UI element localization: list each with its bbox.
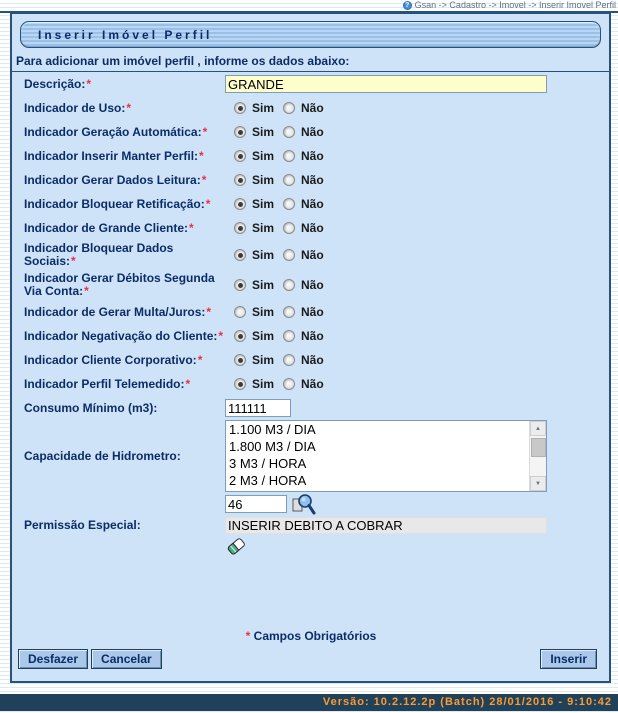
radio-sim-label: Sim — [252, 173, 275, 187]
indicator-label: Indicador Inserir Manter Perfil: — [24, 148, 199, 163]
radio-sim[interactable] — [234, 354, 246, 366]
capacidade-hidrometro-label: Capacidade de Hidrometro: — [24, 448, 181, 463]
version-text: Versão: 10.2.12.2p (Batch) 28/01/2016 - 9:10:42 — [322, 696, 612, 708]
inserir-button[interactable]: Inserir — [540, 649, 597, 669]
radio-sim[interactable] — [234, 249, 246, 261]
radio-sim[interactable] — [234, 330, 246, 342]
radio-nao-label: Não — [301, 305, 324, 319]
field-row-indicador-gerar-multa-juros — [12, 300, 609, 324]
radio-sim[interactable] — [234, 126, 246, 138]
radio-nao-label: Não — [301, 173, 324, 187]
scroll-down-icon[interactable]: ▼ — [530, 476, 546, 491]
required-asterisk: * — [84, 284, 89, 298]
radio-nao[interactable] — [283, 354, 295, 366]
indicator-label: Indicador Bloquear Retificação: — [24, 196, 205, 211]
action-bar — [12, 649, 609, 669]
radio-sim[interactable] — [234, 198, 246, 210]
field-row-permissao-especial — [12, 492, 609, 558]
radio-nao-label: Não — [301, 125, 324, 139]
field-row-indicador-bloquear-dados-sociais — [12, 240, 609, 270]
required-asterisk: * — [201, 172, 207, 187]
radio-sim-label: Sim — [252, 329, 275, 343]
listbox-option[interactable]: 3 M3 / HORA — [229, 456, 307, 471]
radio-nao-label: Não — [301, 278, 324, 292]
radio-sim[interactable] — [234, 378, 246, 390]
required-asterisk: * — [86, 76, 92, 91]
field-row-consumo-minimo — [12, 396, 609, 420]
required-asterisk: * — [202, 124, 208, 139]
required-asterisk: * — [197, 352, 203, 367]
eraser-icon[interactable] — [227, 536, 246, 556]
required-asterisk: * — [126, 100, 132, 115]
radio-nao-label: Não — [301, 248, 324, 262]
descricao-input[interactable] — [225, 75, 547, 93]
cancelar-button[interactable]: Cancelar — [91, 649, 162, 669]
field-row-indicador-gerar-debitos-segunda-via — [12, 270, 609, 300]
indicator-label: Indicador Bloquear Dados Sociais: — [24, 241, 174, 268]
required-asterisk: * — [185, 376, 191, 391]
consumo-minimo-label: Consumo Mínimo (m3): — [24, 400, 158, 415]
required-asterisk: * — [205, 196, 211, 211]
radio-nao-label: Não — [301, 149, 324, 163]
footer-gap — [0, 683, 618, 694]
indicator-label: Indicador de Uso: — [24, 100, 126, 115]
required-fields-note — [12, 629, 609, 649]
field-row-indicador-cliente-corporativo — [12, 348, 609, 372]
radio-sim-label: Sim — [252, 197, 275, 211]
radio-sim-label: Sim — [252, 221, 275, 235]
permissao-especial-description: INSERIR DEBITO A COBRAR — [225, 517, 547, 534]
required-asterisk: * — [189, 220, 194, 235]
indicator-label: Indicador Perfil Telemedido: — [24, 376, 185, 391]
field-row-capacidade-hidrometro — [12, 420, 609, 492]
indicator-label: Indicador Cliente Corporativo: — [24, 352, 197, 367]
radio-sim-label: Sim — [252, 101, 275, 115]
listbox-scrollbar[interactable] — [529, 421, 546, 491]
indicator-label: Indicador Geração Automática: — [24, 124, 202, 139]
radio-nao-label: Não — [301, 197, 324, 211]
radio-sim-label: Sim — [252, 278, 275, 292]
descricao-label: Descrição: — [24, 76, 86, 91]
breadcrumb-bar — [0, 0, 618, 13]
radio-sim-label: Sim — [252, 125, 275, 139]
page-title-box — [20, 21, 601, 48]
indicator-label: Indicador Gerar Dados Leitura: — [24, 172, 201, 187]
required-asterisk: * — [218, 328, 224, 343]
consumo-minimo-input[interactable] — [225, 399, 291, 417]
listbox-option[interactable]: 2 M3 / HORA — [229, 473, 307, 488]
field-row-indicador-perfil-telemedido — [12, 372, 609, 396]
radio-sim[interactable] — [234, 174, 246, 186]
radio-sim[interactable] — [234, 279, 246, 291]
indicator-label: Indicador Negativação do Cliente: — [24, 328, 218, 343]
field-row-indicador-bloquear-retificacao — [12, 192, 609, 216]
radio-sim[interactable] — [234, 150, 246, 162]
radio-nao-label: Não — [301, 377, 324, 391]
form-panel — [10, 13, 611, 683]
radio-nao[interactable] — [283, 306, 295, 318]
radio-nao[interactable] — [283, 378, 295, 390]
required-note-text: Campos Obrigatórios — [253, 629, 377, 643]
required-asterisk: * — [199, 148, 204, 163]
radio-sim[interactable] — [234, 102, 246, 114]
indicator-label: Indicador Gerar Débitos Segunda Via Conta: — [24, 271, 215, 298]
help-icon[interactable]: ? — [403, 1, 412, 10]
radio-nao[interactable] — [283, 222, 295, 234]
radio-nao[interactable] — [283, 249, 295, 261]
indicator-label: Indicador de Grande Cliente: — [24, 220, 189, 235]
search-icon[interactable] — [291, 493, 316, 516]
breadcrumb[interactable] — [403, 0, 616, 11]
radio-nao[interactable] — [283, 150, 295, 162]
radio-sim-label: Sim — [252, 353, 275, 367]
scrollbar-thumb[interactable] — [531, 438, 546, 457]
radio-nao[interactable] — [283, 102, 295, 114]
radio-nao-label: Não — [301, 353, 324, 367]
listbox-option[interactable]: 1.800 M3 / DIA — [229, 439, 316, 454]
required-asterisk: * — [245, 629, 251, 643]
radio-nao[interactable] — [283, 330, 295, 342]
field-row-indicador-geracao-automatica — [12, 120, 609, 144]
required-asterisk: * — [206, 304, 212, 319]
required-asterisk: * — [71, 254, 76, 268]
form-instruction: Para adicionar um imóvel perfil , informe os dados abaixo: — [12, 51, 609, 72]
radio-sim-label: Sim — [252, 377, 275, 391]
radio-nao-label: Não — [301, 221, 324, 235]
field-row-indicador-uso — [12, 96, 609, 120]
field-row-descricao — [12, 72, 609, 96]
listbox-option[interactable]: 1.100 M3 / DIA — [229, 422, 316, 437]
field-row-indicador-gerar-dados-leitura — [12, 168, 609, 192]
radio-nao-label: Não — [301, 329, 324, 343]
radio-nao[interactable] — [283, 126, 295, 138]
version-footer — [0, 694, 618, 711]
field-row-indicador-inserir-manter-perfil — [12, 144, 609, 168]
breadcrumb-path[interactable]: Gsan -> Cadastro -> Imovel -> Inserir Imovel Perfil — [414, 0, 616, 10]
indicator-label: Indicador de Gerar Multa/Juros: — [24, 304, 206, 319]
page-title: Inserir Imóvel Perfil — [38, 27, 213, 42]
radio-nao[interactable] — [283, 198, 295, 210]
radio-nao-label: Não — [301, 101, 324, 115]
permissao-especial-label: Permissão Especial: — [24, 517, 141, 532]
radio-nao[interactable] — [283, 174, 295, 186]
radio-sim-label: Sim — [252, 149, 275, 163]
radio-sim[interactable] — [234, 306, 246, 318]
radio-sim-label: Sim — [252, 305, 275, 319]
field-row-indicador-negativacao-cliente — [12, 324, 609, 348]
permissao-especial-code-input[interactable] — [225, 495, 287, 513]
scroll-up-icon[interactable]: ▲ — [530, 421, 546, 436]
radio-sim-label: Sim — [252, 248, 275, 262]
capacidade-hidrometro-listbox[interactable] — [225, 420, 547, 492]
desfazer-button[interactable]: Desfazer — [18, 649, 88, 669]
field-row-indicador-grande-cliente — [12, 216, 609, 240]
radio-nao[interactable] — [283, 279, 295, 291]
radio-sim[interactable] — [234, 222, 246, 234]
